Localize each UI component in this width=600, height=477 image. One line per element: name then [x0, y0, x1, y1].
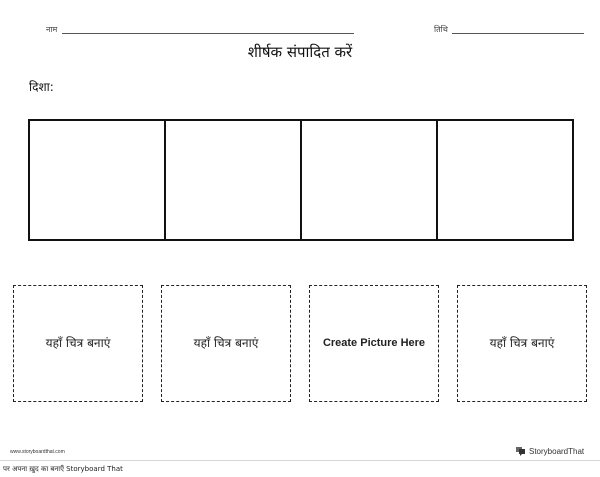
name-line	[62, 33, 354, 34]
picture-box-1[interactable]	[13, 285, 143, 402]
direction-label: दिशा:	[29, 80, 54, 94]
attribution-caption[interactable]: पर अपना ख़ुद का बनाएँ Storyboard That	[3, 465, 123, 473]
picture-box-label: यहाँ चित्र बनाएं	[45, 336, 111, 351]
storyboardthat-logo[interactable]	[516, 445, 584, 457]
date-label: तिथि	[434, 25, 448, 34]
picture-box-label: यहाँ चित्र बनाएं	[193, 336, 259, 351]
date-line	[452, 33, 584, 34]
storyboard-logo-icon	[516, 446, 526, 456]
storyboard-cell-4[interactable]	[438, 121, 572, 239]
worksheet-title[interactable]: शीर्षक संपादित करें	[247, 43, 353, 61]
storyboard-row	[28, 119, 574, 241]
footer-url[interactable]: www.storyboardthat.com	[10, 449, 65, 455]
brand-name: StoryboardThat	[529, 446, 585, 456]
picture-box-2[interactable]	[161, 285, 291, 402]
picture-box-4[interactable]	[457, 285, 587, 402]
storyboard-cell-2[interactable]	[166, 121, 302, 239]
name-label: नाम	[46, 25, 58, 34]
picture-box-3[interactable]	[309, 285, 439, 402]
picture-box-label: यहाँ चित्र बनाएं	[489, 336, 555, 351]
storyboard-cell-1[interactable]	[30, 121, 166, 239]
storyboard-cell-3[interactable]	[302, 121, 438, 239]
picture-box-label: Create Picture Here	[322, 336, 426, 349]
